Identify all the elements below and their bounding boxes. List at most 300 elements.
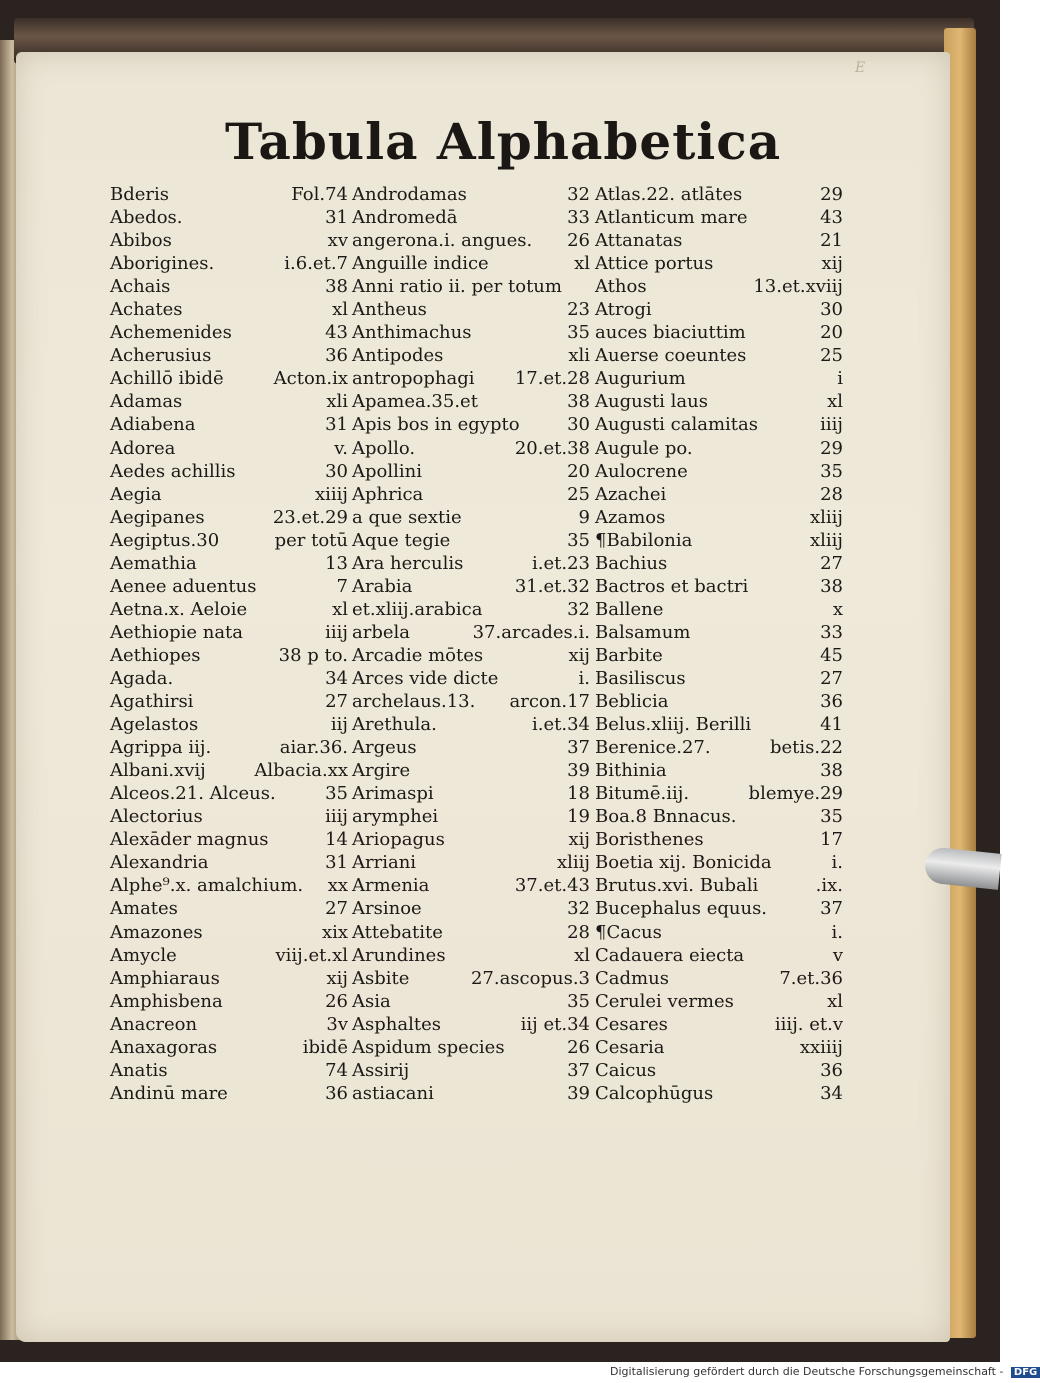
index-entry [110, 344, 350, 367]
index-term: Augusti laus [595, 391, 708, 413]
index-term: Balsamum [595, 621, 691, 643]
index-entry [352, 321, 592, 344]
index-entry [595, 621, 843, 644]
page-title: Tabula Alphabetica [225, 112, 782, 171]
index-folio-ref: arcon.17 [509, 691, 590, 713]
index-entry [595, 183, 843, 206]
index-entry [352, 667, 592, 690]
index-entry [595, 921, 843, 944]
index-folio-ref: 37.arcades.i. [472, 621, 590, 643]
index-entry [352, 944, 592, 967]
index-folio-ref: 29 [820, 437, 843, 459]
index-entry [110, 275, 350, 298]
index-term: Amycle [110, 944, 177, 966]
index-term: Alphe⁹.x. amalchium. [110, 875, 304, 897]
index-entry [110, 967, 350, 990]
index-term: a que sextie [352, 506, 462, 528]
index-folio-ref: 45 [820, 644, 843, 666]
index-folio-ref: 7 [336, 575, 348, 597]
index-entry [352, 782, 592, 805]
index-folio-ref: 23.et.29 [272, 506, 348, 528]
index-entry [595, 506, 843, 529]
index-folio-ref: Albacia.xx [254, 760, 348, 782]
index-entry [352, 413, 592, 436]
index-entry [595, 437, 843, 460]
index-folio-ref: 38 [820, 575, 843, 597]
index-entry [352, 828, 592, 851]
index-folio-ref: 35 [325, 783, 348, 805]
index-entry [352, 367, 592, 390]
index-folio-ref: 38 [820, 760, 843, 782]
index-term: Abedos. [110, 207, 183, 229]
index-term: Aetna.x. Aeloie [110, 598, 248, 620]
index-term: Atrogi [595, 299, 652, 321]
index-entry [110, 413, 350, 436]
index-folio-ref: 27 [325, 691, 348, 713]
index-term: Augurium [595, 368, 686, 390]
index-entry [110, 529, 350, 552]
index-entry [595, 736, 843, 759]
index-entry [110, 897, 350, 920]
index-term: Apis bos in egypto [352, 414, 520, 436]
index-term: Argire [352, 760, 411, 782]
index-entry [352, 921, 592, 944]
index-entry [595, 782, 843, 805]
index-entry [595, 321, 843, 344]
index-column-1 [110, 183, 350, 1105]
index-term: Aspidum species [352, 1036, 505, 1058]
corner-handwritten-note: E [855, 60, 866, 76]
index-entry [595, 1059, 843, 1082]
index-term: Andromedā [352, 207, 458, 229]
index-folio-ref: 38 p to. [278, 644, 348, 666]
index-term: Apollo. [352, 437, 416, 459]
index-term: Aegipanes [110, 506, 205, 528]
index-term: Apamea.35.et [352, 391, 478, 413]
index-term: Achais [110, 276, 171, 298]
index-term: Antipodes [352, 345, 444, 367]
dfg-logo: DFG [1011, 1367, 1040, 1378]
index-folio-ref: 20 [567, 460, 590, 482]
index-folio-ref: 34 [820, 1082, 843, 1104]
index-folio-ref: xl [574, 253, 590, 275]
index-entry [352, 897, 592, 920]
index-folio-ref: 33 [567, 207, 590, 229]
index-term: Calcophūgus [595, 1082, 714, 1104]
index-entry [352, 967, 592, 990]
index-folio-ref: 30 [567, 414, 590, 436]
index-term: Argeus [352, 737, 417, 759]
index-entry [352, 644, 592, 667]
index-entry [352, 736, 592, 759]
index-entry [110, 944, 350, 967]
index-folio-ref: 27 [820, 667, 843, 689]
index-folio-ref: 17 [820, 829, 843, 851]
index-folio-ref: 19 [567, 806, 590, 828]
index-folio-ref: 37.et.43 [514, 875, 590, 897]
index-folio-ref: 38 [325, 276, 348, 298]
index-folio-ref: 35 [567, 990, 590, 1012]
index-entry [595, 667, 843, 690]
index-entry [110, 667, 350, 690]
index-folio-ref: 27 [820, 552, 843, 574]
index-entry [352, 598, 592, 621]
index-entry [595, 1082, 843, 1105]
index-folio-ref: xl [332, 299, 348, 321]
index-folio-ref: 32 [567, 184, 590, 205]
index-term: Aphrica [352, 483, 424, 505]
index-column-2 [352, 183, 592, 1105]
index-term: Alectorius [110, 806, 203, 828]
index-term: Andinū mare [110, 1082, 228, 1104]
index-term: Arsinoe [352, 898, 422, 920]
index-folio-ref: xij [568, 829, 590, 851]
index-entry [595, 1013, 843, 1036]
index-term: Athos [595, 276, 647, 298]
index-folio-ref: 31.et.32 [514, 575, 590, 597]
index-entry [595, 990, 843, 1013]
index-entry [110, 736, 350, 759]
index-entry [595, 828, 843, 851]
index-folio-ref: 30 [820, 299, 843, 321]
index-term: Bactros et bactri [595, 575, 749, 597]
index-entry [352, 437, 592, 460]
index-folio-ref: 36 [820, 691, 843, 713]
index-term: Apollini [352, 460, 422, 482]
index-term: Aque tegie [352, 529, 451, 551]
index-folio-ref: .ix. [815, 875, 843, 897]
index-entry [110, 921, 350, 944]
index-entry [595, 644, 843, 667]
index-folio-ref: 38 [567, 391, 590, 413]
index-entry [352, 229, 592, 252]
index-entry [352, 690, 592, 713]
index-term: Androdamas [352, 184, 467, 205]
index-entry [110, 390, 350, 413]
index-term: Azachei [595, 483, 667, 505]
index-entry [352, 206, 592, 229]
index-term: Ara herculis [352, 552, 464, 574]
index-term: Antheus [352, 299, 427, 321]
index-entry [595, 229, 843, 252]
index-entry [110, 805, 350, 828]
index-term: Achemenides [110, 322, 232, 344]
index-term: Bucephalus equus. [595, 898, 768, 920]
index-folio-ref: 18 [567, 783, 590, 805]
index-term: Aethiopie nata [110, 621, 244, 643]
index-folio-ref: 37 [567, 1059, 590, 1081]
index-entry [595, 575, 843, 598]
index-folio-ref: xli [326, 391, 348, 413]
index-term: Asphaltes [352, 1013, 441, 1035]
index-term: Atlas.22. atlātes [595, 184, 743, 205]
index-folio-ref: 32 [567, 898, 590, 920]
index-folio-ref: 35 [567, 529, 590, 551]
index-entry [352, 390, 592, 413]
index-entry [595, 805, 843, 828]
index-term: Asia [352, 990, 391, 1012]
index-term: Achates [110, 299, 183, 321]
index-folio-ref: 32 [567, 598, 590, 620]
index-entry [110, 367, 350, 390]
index-folio-ref: xix [321, 921, 348, 943]
index-folio-ref: 20 [820, 322, 843, 344]
index-entry [110, 644, 350, 667]
index-term: Arundines [352, 944, 446, 966]
index-term: Boristhenes [595, 829, 704, 851]
index-term: Aborigines. [110, 253, 215, 275]
index-term: Asbite [352, 967, 410, 989]
index-term: Agada. [110, 667, 174, 689]
index-folio-ref: xl [827, 990, 843, 1012]
index-entry [110, 1059, 350, 1082]
index-folio-ref: xl [827, 391, 843, 413]
index-folio-ref: 20.et.38 [514, 437, 590, 459]
index-entry [595, 206, 843, 229]
index-term: Agelastos [110, 714, 199, 736]
index-entry [110, 851, 350, 874]
index-term: Aulocrene [595, 460, 688, 482]
index-folio-ref: 26 [325, 990, 348, 1012]
index-folio-ref: per totū [274, 529, 348, 551]
index-term: arymphei [352, 806, 439, 828]
index-entry [595, 713, 843, 736]
index-entry [110, 506, 350, 529]
index-term: Belus.xliij. Berilli [595, 714, 752, 736]
index-folio-ref: i. [831, 921, 843, 943]
index-folio-ref: 26 [567, 1036, 590, 1058]
index-entry [352, 252, 592, 275]
index-folio-ref: 27.ascopus.3 [470, 967, 590, 989]
index-folio-ref: 41 [820, 714, 843, 736]
index-folio-ref: 36 [325, 1082, 348, 1104]
index-term: Anatis [110, 1059, 168, 1081]
index-entry [352, 874, 592, 897]
index-entry [110, 713, 350, 736]
index-folio-ref: 9 [578, 506, 590, 528]
index-entry [352, 183, 592, 206]
index-term: Aenee aduentus [110, 575, 257, 597]
index-folio-ref: 14 [325, 829, 348, 851]
index-folio-ref: x [832, 598, 843, 620]
index-folio-ref: 34 [325, 667, 348, 689]
index-folio-ref: 39 [567, 760, 590, 782]
index-folio-ref: 26 [567, 230, 590, 252]
index-entry [110, 437, 350, 460]
index-entry [110, 598, 350, 621]
index-term: antropophagi [352, 368, 475, 390]
index-entry [352, 575, 592, 598]
index-folio-ref: 35 [820, 460, 843, 482]
index-folio-ref: xx [327, 875, 348, 897]
index-entry [110, 483, 350, 506]
index-folio-ref: v [832, 944, 843, 966]
index-term: Arimaspi [352, 783, 434, 805]
index-folio-ref: 17.et.28 [514, 368, 590, 390]
index-term: Boetia xij. Bonicida [595, 852, 772, 874]
index-folio-ref: 43 [325, 322, 348, 344]
index-entry [595, 298, 843, 321]
index-folio-ref: blemye.29 [748, 783, 843, 805]
index-folio-ref: xli [568, 345, 590, 367]
index-folio-ref: xij [326, 967, 348, 989]
index-term: Agrippa iij. [110, 737, 212, 759]
index-column-3 [595, 183, 843, 1105]
index-term: Attice portus [595, 253, 714, 275]
index-term: Bachius [595, 552, 668, 574]
index-folio-ref: 13 [325, 552, 348, 574]
index-term: Attebatite [352, 921, 443, 943]
index-term: Anguille indice [352, 253, 489, 275]
index-folio-ref: 33 [820, 621, 843, 643]
index-entry [352, 1036, 592, 1059]
index-term: Azamos [595, 506, 666, 528]
index-folio-ref: i [837, 368, 843, 390]
index-folio-ref: 27 [325, 898, 348, 920]
index-term: Arcadie mōtes [352, 644, 484, 666]
index-term: Arces vide dicte [352, 667, 499, 689]
index-term: Agathirsi [110, 691, 194, 713]
index-term: Amates [110, 898, 178, 920]
index-entry [110, 252, 350, 275]
index-entry [110, 782, 350, 805]
index-term: Bithinia [595, 760, 667, 782]
index-term: astiacani [352, 1082, 434, 1104]
index-term: Boa.8 Bnnacus. [595, 806, 737, 828]
index-term: arbela [352, 621, 410, 643]
index-term: Amphiaraus [110, 967, 220, 989]
index-entry [352, 552, 592, 575]
index-folio-ref: xij [568, 644, 590, 666]
footer-credit [610, 1365, 1038, 1383]
index-folio-ref: xl [574, 944, 590, 966]
index-term: Arriani [352, 852, 417, 874]
index-term: Arethula. [352, 714, 437, 736]
index-term: Anaxagoras [110, 1036, 218, 1058]
index-entry [595, 851, 843, 874]
index-term: Anthimachus [352, 322, 472, 344]
index-term: Augule po. [595, 437, 693, 459]
index-term: Adiabena [110, 414, 196, 436]
index-entry [110, 1013, 350, 1036]
index-entry [595, 1036, 843, 1059]
index-term: Alexandria [110, 852, 209, 874]
index-term: Anni ratio ii. per totum [352, 276, 562, 298]
index-entry [110, 183, 350, 206]
index-entry [110, 990, 350, 1013]
index-folio-ref: 31 [325, 852, 348, 874]
index-folio-ref: 25 [820, 345, 843, 367]
index-folio-ref: 36 [820, 1059, 843, 1081]
index-folio-ref: Fol.74 [291, 184, 348, 205]
index-entry [110, 298, 350, 321]
index-term: Atlanticum mare [595, 207, 748, 229]
index-term: Aegiptus.30 [110, 529, 220, 551]
index-term: Alceos.21. Alceus. [110, 783, 276, 805]
index-entry [352, 1059, 592, 1082]
index-entry [110, 1082, 350, 1105]
index-folio-ref: 74 [325, 1059, 348, 1081]
index-folio-ref: 29 [820, 184, 843, 205]
index-term: Amphisbena [110, 990, 223, 1012]
index-term: Aemathia [110, 552, 197, 574]
index-term: Cadmus [595, 967, 669, 989]
index-term: Abibos [110, 230, 172, 252]
index-term: Bderis [110, 184, 170, 205]
index-entry [595, 529, 843, 552]
footer-text: Digitalisierung gefördert durch die Deutsche Forschungsgemeinschaft - [610, 1365, 1004, 1378]
index-term: Cesaria [595, 1036, 665, 1058]
index-entry [110, 690, 350, 713]
index-entry [352, 298, 592, 321]
index-term: Caicus [595, 1059, 657, 1081]
index-term: Aegia [110, 483, 162, 505]
index-entry [595, 967, 843, 990]
index-term: Beblicia [595, 691, 669, 713]
index-term: Cadauera eiecta [595, 944, 745, 966]
index-term: Aethiopes [110, 644, 201, 666]
index-term: Adorea [110, 437, 176, 459]
index-folio-ref: 3v [326, 1013, 348, 1035]
index-folio-ref: Acton.ix [273, 368, 348, 390]
index-folio-ref: 35 [820, 806, 843, 828]
index-folio-ref: 35 [567, 322, 590, 344]
index-term: ¶Cacus [595, 921, 662, 943]
index-folio-ref: ibidē [302, 1036, 348, 1058]
index-term: Amazones [110, 921, 203, 943]
index-entry [595, 413, 843, 436]
index-term: Basiliscus [595, 667, 686, 689]
index-folio-ref: 25 [567, 483, 590, 505]
index-entry [110, 874, 350, 897]
index-folio-ref: 37 [820, 898, 843, 920]
index-folio-ref: iiij [325, 806, 348, 828]
index-folio-ref: 7.et.36 [779, 967, 843, 989]
index-term: ¶Babilonia [595, 529, 693, 551]
index-term: Albani.xvij [110, 760, 206, 782]
index-entry [110, 206, 350, 229]
index-entry [595, 690, 843, 713]
index-entry [595, 252, 843, 275]
index-term: Berenice.27. [595, 737, 711, 759]
index-folio-ref: i.et.23 [532, 552, 590, 574]
index-entry [352, 621, 592, 644]
index-term: auces biaciuttim [595, 322, 746, 344]
index-folio-ref: xv [327, 230, 348, 252]
index-term: Adamas [110, 391, 183, 413]
index-folio-ref: 37 [567, 737, 590, 759]
index-entry [352, 759, 592, 782]
index-folio-ref: 31 [325, 414, 348, 436]
index-entry [110, 1036, 350, 1059]
index-folio-ref: xxiiij [799, 1036, 843, 1058]
index-entry [352, 460, 592, 483]
index-term: Anacreon [110, 1013, 198, 1035]
index-term: Assirij [352, 1059, 410, 1081]
index-entry [352, 805, 592, 828]
index-term: angerona.i. angues. [352, 230, 533, 252]
index-entry [110, 552, 350, 575]
index-entry [110, 460, 350, 483]
index-folio-ref: i. [578, 667, 590, 689]
index-term: et.xliij.arabica [352, 598, 483, 620]
index-entry [595, 390, 843, 413]
index-entry [352, 506, 592, 529]
index-folio-ref: 30 [325, 460, 348, 482]
index-folio-ref: 36 [325, 345, 348, 367]
index-term: Achillō ibidē [110, 368, 224, 390]
index-term: Barbite [595, 644, 663, 666]
